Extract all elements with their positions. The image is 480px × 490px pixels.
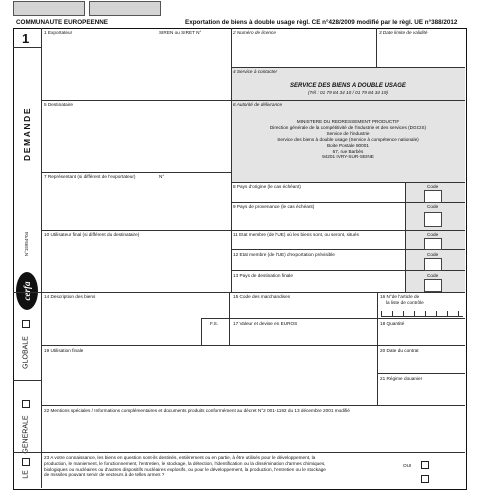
sidebar-divider (41, 28, 42, 488)
field-7-n: N° (159, 174, 165, 179)
authority-line: Direction générale de la compétitivité de l'industrie et des services (DGCIS) (269, 124, 427, 130)
field-2-label: 2 Numéro de licence (233, 30, 276, 35)
line-x377 (377, 292, 378, 405)
header-box-left (13, 1, 85, 16)
authority-line: Service de l'industrie (326, 130, 370, 136)
last-label: LE (22, 470, 30, 479)
field-3-label: 3 Date limite de validité (379, 30, 428, 35)
fs-label: F.S. (210, 321, 219, 326)
authority-line: 94201 IVRY-SUR-SEINE (322, 154, 374, 160)
field-21-label: 21 Régime douanier (380, 376, 423, 381)
field-13-code-label: Code (427, 273, 439, 278)
line-y292 (41, 292, 465, 293)
line-x229 (229, 292, 230, 345)
line-y318 (201, 318, 465, 319)
oui-checkbox[interactable] (421, 461, 429, 469)
form-title: Exportation de biens à double usage règl. CE n°428/2009 modifié par le règl. UE n°388/2012 (185, 19, 458, 26)
field-4-service: SERVICE DES BIENS A DOUBLE USAGE (290, 83, 406, 89)
line-y172 (41, 172, 231, 173)
line-x231-mid (231, 230, 232, 292)
field-23-question (44, 455, 326, 478)
non-checkbox[interactable] (421, 475, 429, 483)
field-22-label: 22 Mentions spéciales / Informations complémentaires et documents produits conformément au décret N°2 001-1192 du 13 décembre 2001 modifié (44, 408, 350, 413)
field-15-label: 15 Code des marchandises (233, 294, 291, 299)
field-13-label: 13 Pays de destination finale (233, 273, 293, 278)
line-x201 (201, 318, 202, 345)
field-1-label: 1 Exportateur (44, 30, 73, 35)
sidebar-line-2 (13, 380, 41, 381)
field-6-label: 6 Autorité de délivrance (233, 102, 283, 107)
demande-label: DEMANDE (22, 106, 32, 161)
line-y373 (377, 373, 465, 374)
form-number: 1 (22, 31, 30, 46)
oui-label: OUI (403, 463, 412, 468)
field-17-label: 17 Valeur et devise en EUROS (233, 321, 298, 326)
field-10-label: 10 Utilisateur final (si différent du destinataire) (44, 232, 140, 237)
field-12-code-label: Code (427, 252, 439, 257)
field-11-code-box[interactable] (424, 238, 442, 250)
authority-line: MINISTERE DU REDRESSEMENT PRODUCTIF (296, 119, 400, 124)
line-x405-b (405, 230, 406, 292)
line-x405-a (405, 182, 406, 230)
field-20-label: 20 Date du contrat (380, 348, 419, 353)
field-8-code-box[interactable] (424, 190, 442, 203)
sidebar-line-1 (13, 292, 41, 293)
field-16-label-1: 16 N°de l'article de (380, 294, 420, 299)
authority-line: 67, rue Barbès (332, 148, 364, 154)
authority-line: Boite Postale 80001 (327, 142, 369, 148)
question-line: 23 A votre connaissance, les biens en question sont-ils destinés, entièrement ou en partie, à être utilisés pour le développement, la (44, 455, 316, 460)
question-line: de missiles pouvant servir de vecteurs à de telles armes ? (44, 472, 165, 478)
line-y182 (231, 182, 465, 183)
line-y230 (41, 230, 465, 231)
line-y345 (41, 345, 465, 346)
field-14-label: 14 Description des biens (44, 294, 96, 299)
field-13-code-box[interactable] (424, 279, 442, 292)
globale-checkbox[interactable] (22, 320, 30, 328)
field-9-label: 9 Pays de provenance (le cas échéant) (233, 204, 315, 209)
sidebar-line-3 (13, 452, 41, 453)
header-box-right (89, 1, 161, 16)
line-y452 (41, 452, 465, 453)
generale-checkbox[interactable] (22, 400, 30, 408)
field-1-siren: SIREN ou SIRET N° (159, 30, 202, 35)
field-16-ticks[interactable] (381, 311, 463, 317)
line-y405 (41, 405, 465, 406)
line-y67 (231, 67, 465, 68)
cerfa-logo-text: cerfa (22, 281, 32, 301)
field-4-label: 4 Service à contacter (233, 69, 278, 74)
field-5-label: 5 Destinataire (44, 102, 73, 107)
form-id: N°15954*04 (24, 231, 29, 257)
field-4-tel: (Tél : 01 79 84 34 10 / 01 79 84 34 19) (307, 90, 388, 95)
field-19-label: 19 Utilisation finale (44, 348, 84, 353)
line-x376 (376, 28, 377, 67)
field-9-code-box[interactable] (424, 212, 442, 227)
field-8-label: 8 Pays d'origine (le cas échéant) (233, 184, 301, 189)
generale-label: GENERALE (22, 415, 30, 454)
field-12-code-box[interactable] (424, 258, 442, 271)
community-label: COMMUNAUTE EUROPEENNE (16, 19, 109, 26)
field-8-code-label: Code (427, 184, 439, 189)
field-18-label: 18 Quantité (380, 321, 405, 326)
field-12-label: 12 Etat membre (de l'UE) d'exportation prévisible (233, 252, 335, 257)
question-line: production, le maniement, le fonctionnement, l'entretien, le stockage, la détection, l'identification ou la dissémination d'armes chimiques, (44, 460, 326, 466)
field-16-label-2: la liste de contrôle (386, 300, 424, 305)
field-11-code-label: Code (427, 232, 439, 237)
field-7-label: 7 Représentant (si différent de l'exportateur) (44, 174, 136, 179)
field-9-code-label: Code (427, 204, 439, 209)
field-6-address (231, 119, 465, 160)
sidebar-number-line (13, 47, 41, 48)
authority-line: Service des biens à double usage (Service à compétence nationale) (277, 136, 419, 142)
globale-label: GLOBALE (22, 336, 30, 369)
line-y100 (41, 100, 465, 101)
question-line: biologiques ou nucléaires ou d'autres dispositifs nucléaires explosifs, ou pour le développement, la production, l'entretien ou le stockage (44, 466, 326, 472)
field-11-label: 11 Etat membre (de l'UE) où les biens sont, ou seront, situés (233, 232, 359, 237)
